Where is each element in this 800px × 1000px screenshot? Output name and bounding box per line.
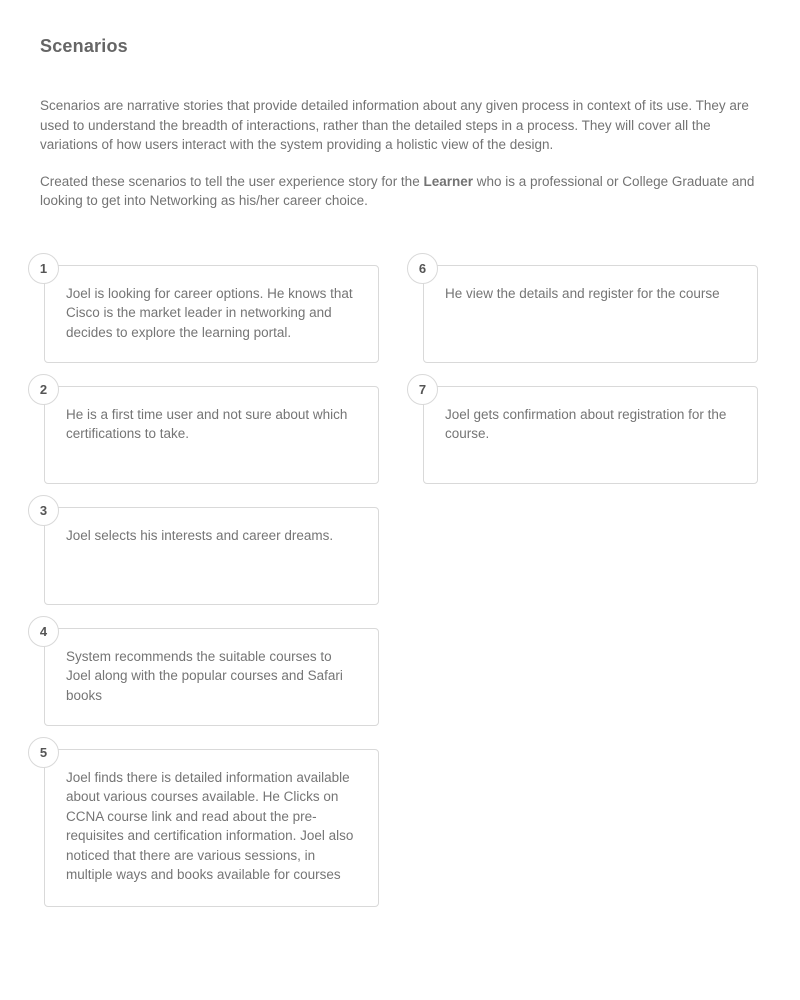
intro-paragraph-2-prefix: Created these scenarios to tell the user experience story for the xyxy=(40,173,424,189)
scenario-number-badge xyxy=(28,374,59,405)
scenario-card-7 xyxy=(418,381,758,484)
intro-paragraph-1: Scenarios are narrative stories that provide detailed information about any given process in context of its use. They are used to understand the breadth of interactions, rather than the detailed steps in a process. They will cover all the variations of how users interact with the system providing a holistic view of the design. xyxy=(40,98,749,152)
page-title: Scenarios xyxy=(40,36,128,56)
scenario-card-body xyxy=(44,628,379,726)
scenario-card-body xyxy=(44,749,379,907)
scenario-card-1 xyxy=(39,260,379,363)
scenario-card-3 xyxy=(39,502,379,605)
scenario-number: 4 xyxy=(39,623,48,639)
scenario-number: 3 xyxy=(39,502,48,518)
scenario-card-body xyxy=(44,507,379,605)
intro-paragraph-2 xyxy=(40,172,758,211)
scenario-cards-grid xyxy=(39,260,758,907)
intro-paragraph-2-suffix: who is a professional or College Graduate and looking to get into Networking as his/her career choice. xyxy=(40,173,755,208)
scenario-card-5 xyxy=(39,744,379,907)
scenario-number: 5 xyxy=(39,744,48,760)
scenario-card-body xyxy=(44,265,379,363)
scenario-card-4 xyxy=(39,623,379,726)
scenario-text: Joel gets confirmation about registration for the course. xyxy=(445,406,727,441)
scenario-number: 6 xyxy=(418,260,427,276)
scenario-number: 7 xyxy=(418,381,427,397)
scenario-number-badge xyxy=(28,253,59,284)
scenario-number: 1 xyxy=(39,260,48,276)
scenario-number: 2 xyxy=(39,381,48,397)
scenario-number-badge xyxy=(28,737,59,768)
scenario-number-badge xyxy=(28,616,59,647)
scenario-number-badge xyxy=(28,495,59,526)
scenario-card-body xyxy=(423,265,758,363)
intro-paragraph-2-learner-bold: Learner xyxy=(423,173,473,189)
scenario-card-body xyxy=(423,386,758,484)
scenario-text: He is a first time user and not sure about which certifications to take. xyxy=(66,406,348,441)
scenario-text: Joel is looking for career options. He knows that Cisco is the market leader in networking and decides to explore the learning portal. xyxy=(66,285,353,340)
scenario-card-6 xyxy=(418,260,758,363)
scenario-card-2 xyxy=(39,381,379,484)
scenario-text: System recommends the suitable courses to Joel along with the popular courses and Safari books xyxy=(66,648,343,703)
scenario-number-badge xyxy=(407,253,438,284)
scenario-text: He view the details and register for the course xyxy=(445,285,720,301)
scenario-text: Joel finds there is detailed information available about various courses available. He Clicks on CCNA course link and read about the pre-requisites and certification information. Joel also noticed that there are various sessions, in multiple ways and books available for courses xyxy=(66,769,354,882)
scenario-number-badge xyxy=(407,374,438,405)
scenario-text: Joel selects his interests and career dreams. xyxy=(66,527,334,543)
scenario-card-body xyxy=(44,386,379,484)
